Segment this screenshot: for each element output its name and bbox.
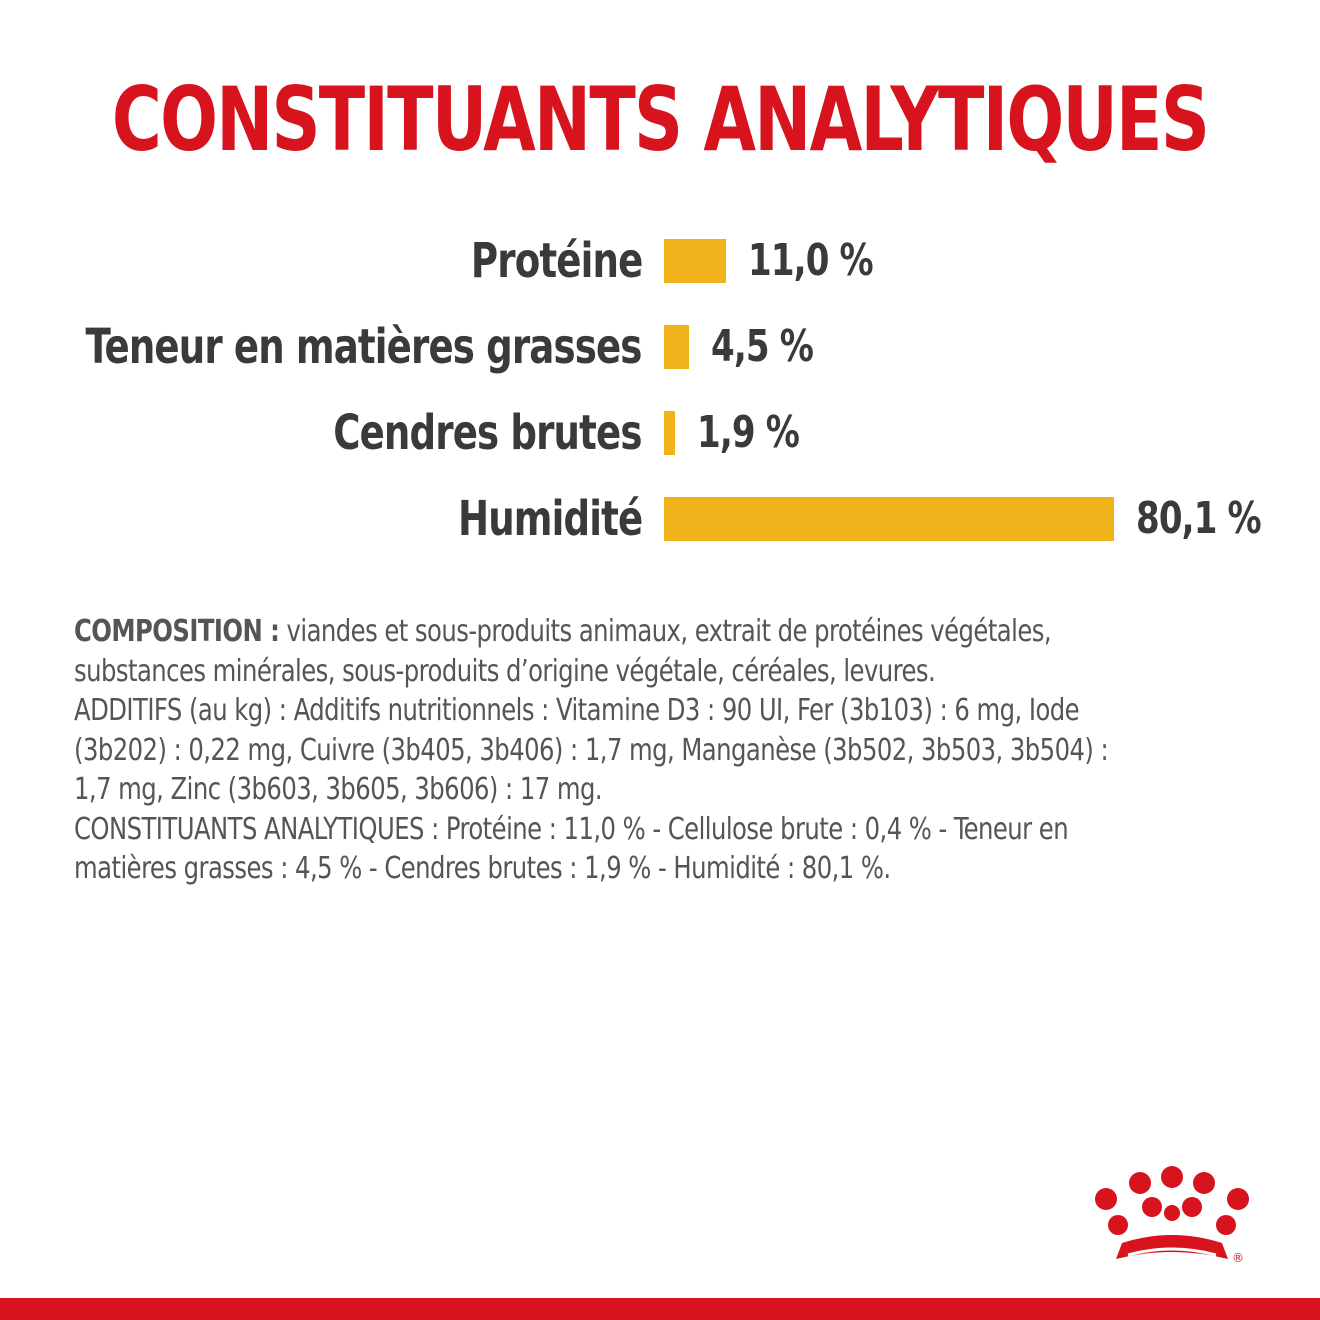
bottom-band-rect bbox=[0, 1298, 1320, 1320]
crown-dot bbox=[1182, 1197, 1202, 1217]
composition-text bbox=[74, 612, 1118, 889]
crown-dot bbox=[1216, 1215, 1236, 1235]
crown-dot bbox=[1095, 1188, 1117, 1210]
page-title: CONSTITUANTS ANALYTIQUES bbox=[111, 68, 1209, 171]
crown-dot bbox=[1161, 1166, 1183, 1188]
bar-label: Cendres brutes bbox=[333, 405, 642, 461]
crown-dot bbox=[1164, 1205, 1180, 1221]
bar-value-label: 1,9 % bbox=[696, 407, 799, 458]
crown-dot bbox=[1142, 1197, 1162, 1217]
bar-label: Teneur en matières grasses bbox=[85, 319, 642, 375]
bar-value-label: 11,0 % bbox=[747, 235, 873, 286]
bottom-band bbox=[0, 1298, 1320, 1320]
additives-paragraph: ADDITIFS (au kg) : Additifs nutritionnels : Vitamine D3 : 90 UI, Fer (3b103) : 6 mg, Iode (3b202) : 0,22 mg, Cuivre (3b405, 3b406) : 1,7 mg, Manganèse (3b502, 3b503, 3b504) : 1,7 mg, Zinc (3b603, 3b605, 3b606) : 17 mg. bbox=[74, 693, 1109, 807]
crown-dot bbox=[1193, 1172, 1215, 1194]
composition-intro: viandes et sous-produits animaux, extrait de protéines végétales, substances minérales, sous-produits d’origine végétale, céréales, levures. bbox=[74, 614, 1052, 689]
registered-mark: ® bbox=[1232, 1251, 1244, 1265]
composition-lead: COMPOSITION : bbox=[74, 614, 280, 649]
crown-logo-icon bbox=[1082, 1165, 1262, 1275]
analytical-paragraph: CONSTITUANTS ANALYTIQUES : Protéine : 11,0 % - Cellulose brute : 0,4 % - Teneur en matières grasses : 4,5 % - Cendres brutes : 1,9 % - Humidité : 80,1 %. bbox=[74, 811, 1069, 886]
bar bbox=[664, 411, 675, 455]
crown-dot bbox=[1129, 1172, 1151, 1194]
composition-paragraph bbox=[74, 612, 1118, 691]
bar-label: Protéine bbox=[470, 233, 642, 289]
bar bbox=[664, 325, 689, 369]
bar bbox=[664, 497, 1114, 541]
bar bbox=[664, 239, 726, 283]
crown-band bbox=[1116, 1235, 1228, 1259]
bar-label: Humidité bbox=[457, 491, 642, 547]
bar-value-label: 4,5 % bbox=[711, 321, 814, 372]
crown-dot bbox=[1108, 1215, 1128, 1235]
crown-dot bbox=[1227, 1188, 1249, 1210]
bar-value-label: 80,1 % bbox=[1136, 493, 1261, 544]
